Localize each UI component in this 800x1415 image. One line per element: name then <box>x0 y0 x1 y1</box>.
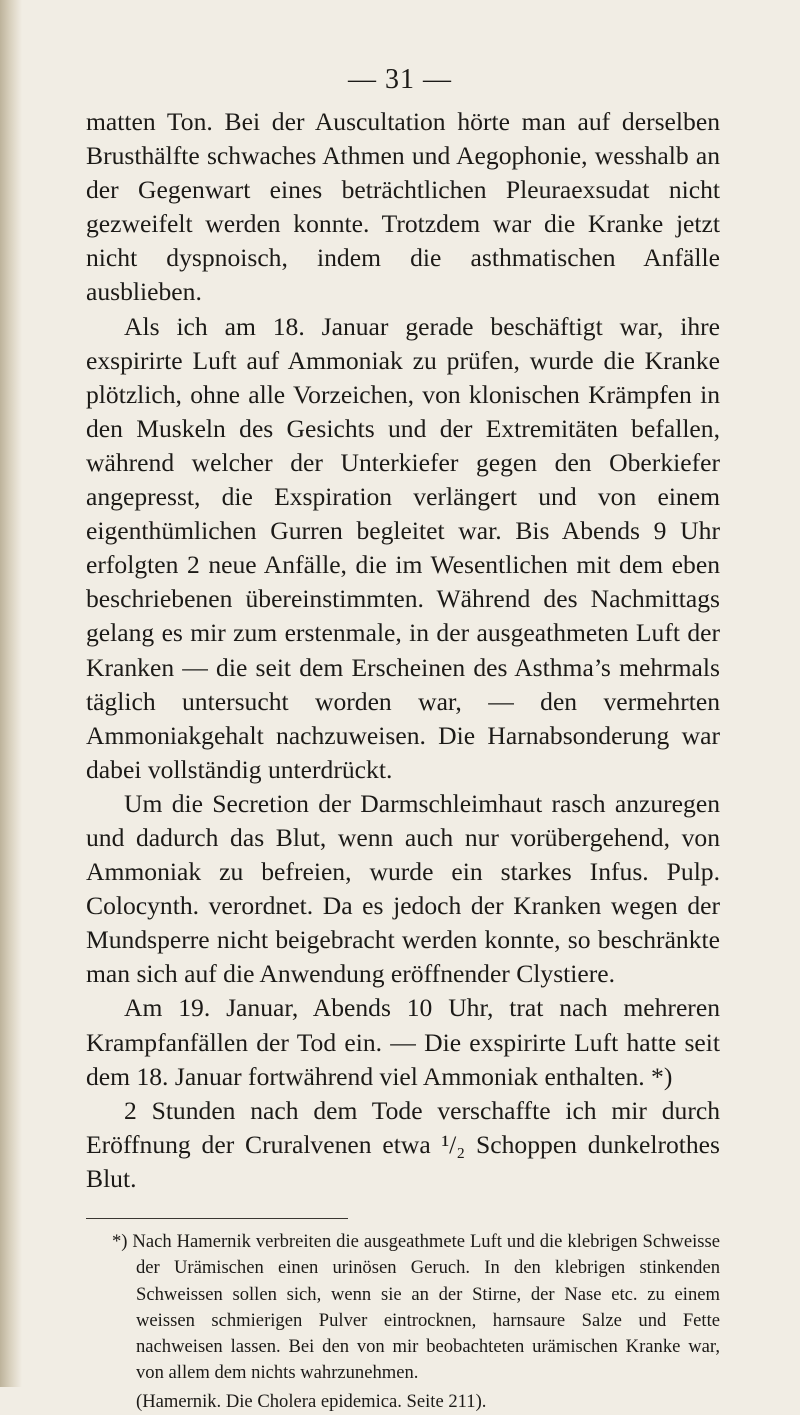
paragraph-5: 2 Stunden nach dem Tode verschaffte ich mir durch Eröffnung der Cruralvenen etwa ¹/₂ Schoppen dunkelrothes Blut. <box>86 1095 720 1193</box>
page-number: — 31 — <box>348 64 452 95</box>
page-binding-edge <box>0 0 22 1387</box>
paragraph-2: Als ich am 18. Januar gerade beschäftigt war, ihre exspirirte Luft auf Ammoniak zu prüfen, wurde die Kranke plötzlich, ohne alle Vorzeichen, von klonischen Krämpfen in den Muskeln des Gesichts und der Extremitäten befallen, während welcher der Unterkiefer gegen den Oberkiefer angepresst, die Exspiration verlängert und von einem eigenthümlichen Gurren begleitet war. Bis Abends 9 Uhr erfolgten 2 neue Anfälle, die im Wesentlichen mit dem eben beschriebenen übereinstimmten. Während des Nachmittags gelang es mir zum erstenmale, in der ausgeathmeten Luft der Kranken — die seit dem Erscheinen des Asthma’s mehrmals täglich untersucht worden war, — den vermehrten Ammoniakgehalt nachzuweisen. Die Harnabsonderung war dabei vollständig unterdrückt. <box>86 311 720 784</box>
footnote-text: *) Nach Hamernik verbreiten die ausgeathmete Luft und die klebrigen Schweisse der Urämischen einen urinösen Geruch. In den klebrigen stinkenden Schweissen sollen sich, wenn sie an der Stirne, der Nase etc. zu einem weissen schmierigen Pulver eintrocknen, harnsaure Salze und Fette nachweisen lassen. Bei den von mir beobachteten urämischen Kranke war, von allem dem nichts wahrzunehmen. <box>112 1231 720 1384</box>
paragraph-1: matten Ton. Bei der Auscultation hörte man auf derselben Brusthälfte schwaches Athmen und Aegophonie, wesshalb an der Gegenwart eines beträchtlichen Pleuraexsudat nicht gezweifelt werden konnte. Trotzdem war die Kranke jetzt nicht dyspnoisch, indem die asthmatischen Anfälle ausblieben. <box>86 107 720 307</box>
paragraph-4: Am 19. Januar, Abends 10 Uhr, trat nach mehreren Krampfanfällen der Tod ein. — Die exspirirte Luft hatte seit dem 18. Januar fortwährend viel Ammoniak enthalten. *) <box>86 993 720 1091</box>
footnote-reference: (Hamernik. Die Cholera epidemica. Seite 211). <box>136 1390 487 1412</box>
footnote-divider <box>86 1218 348 1219</box>
main-text <box>86 105 720 1415</box>
paragraph-3: Um die Secretion der Darmschleimhaut rasch anzuregen und dadurch das Blut, wenn auch nur vorübergehend, von Ammoniak zu befreien, wurde ein starkes Infus. Pulp. Colocynth. verordnet. Da es jedoch der Kranken wegen der Mundsperre nicht beigebracht werden konnte, so beschränkte man sich auf die Anwendung eröffnender Clystiere. <box>86 788 720 989</box>
